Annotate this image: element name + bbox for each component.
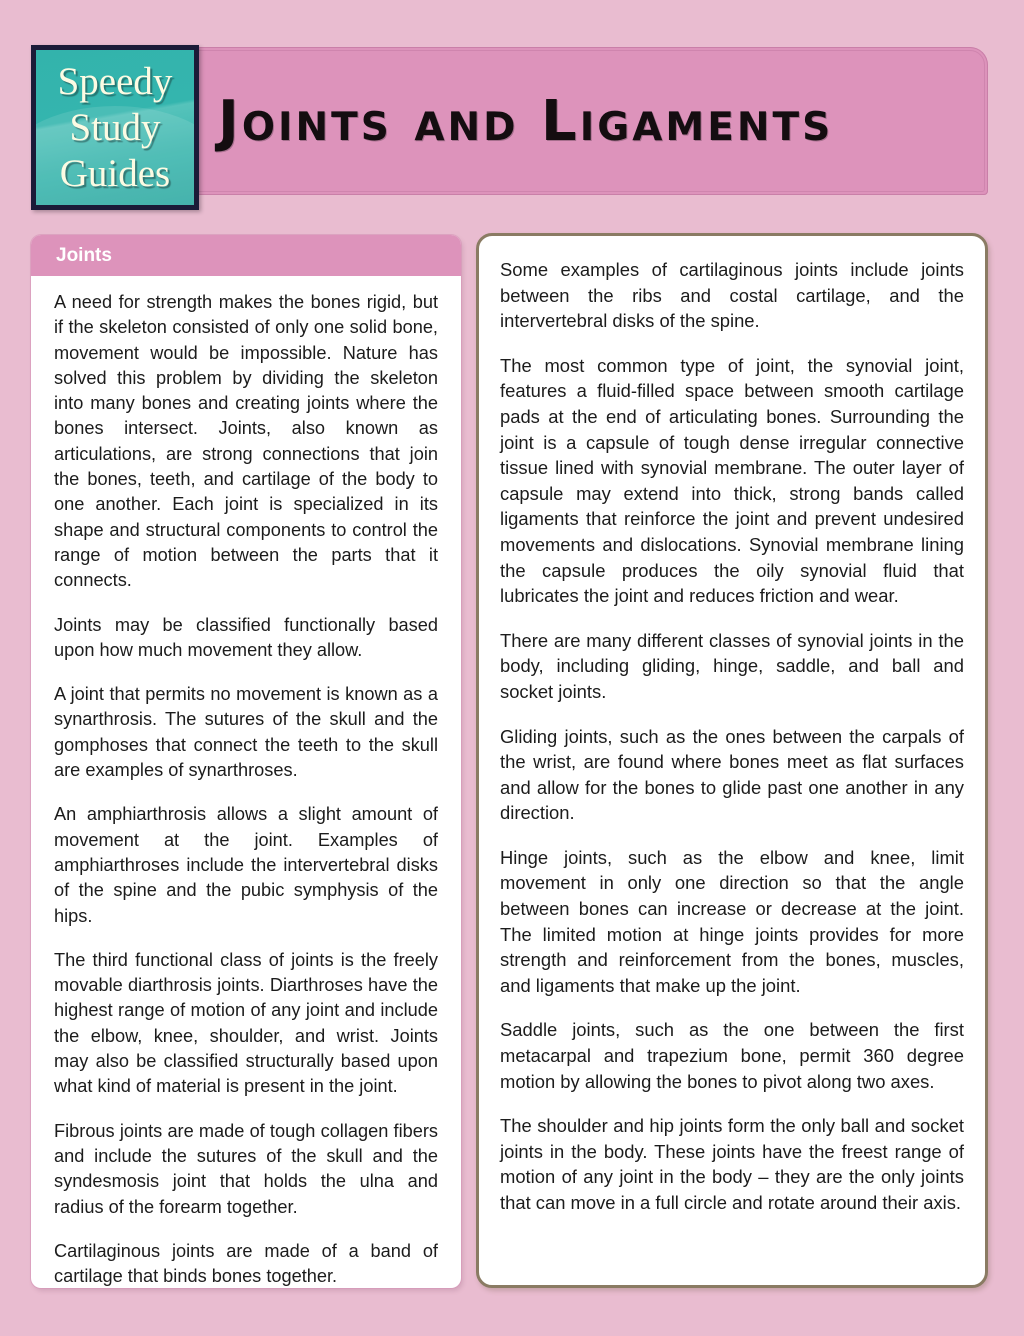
paragraph: Saddle joints, such as the one between the first metacarpal and trapezium bone, permit 360 degree motion by allowing the bones to pivot along two axes.: [500, 1019, 964, 1092]
left-panel-section-header: [31, 235, 461, 276]
paragraph: A joint that permits no movement is known as a synarthrosis. The sutures of the skull and the gomphoses that connect the teeth to the skull are examples of synarthroses.: [54, 684, 438, 781]
paragraph: The most common type of joint, the synovial joint, features a fluid-filled space between smooth cartilage pads at the end of articulating bones. Surrounding the joint is a capsule of tough dense irregular connective tissue lined with synovial membrane. The outer layer of capsule may extend into thick, strong bands called ligaments that reinforce the joint and prevent undesired movements and dislocations. Synovial membrane lining the capsule produces the oily synovial fluid that lubricates the joint and reduces friction and wear.: [500, 354, 964, 607]
paragraph: Some examples of cartilaginous joints include joints between the ribs and costal cartilage, and the intervertebral disks of the spine.: [500, 259, 964, 332]
page-title: Joints and Ligaments: [218, 88, 834, 154]
left-content-panel: [31, 235, 461, 1288]
paragraph: There are many different classes of synovial joints in the body, including gliding, hinge, saddle, and ball and socket joints.: [500, 629, 964, 702]
right-panel-body: [479, 236, 985, 1226]
paragraph: The third functional class of joints is the freely movable diarthrosis joints. Diarthroses have the highest range of motion of any joint and include the elbow, knee, shoulder, and wrist. Joints may also be classified structurally based upon what kind of material is present in the joint.: [54, 949, 438, 1097]
paragraph: Fibrous joints are made of tough collagen fibers and include the sutures of the skull and the syndesmosis joint that holds the ulna and radius of the forearm together.: [54, 1120, 438, 1217]
logo-line-2: Study: [69, 105, 161, 149]
left-panel-body: [31, 276, 461, 1288]
left-panel-section-title: Joints: [56, 244, 112, 266]
right-content-panel: [476, 233, 988, 1288]
paragraph: The shoulder and hip joints form the only ball and socket joints in the body. These joints have the freest range of motion of any joint in the body – they are the only joints that can move in a full circle and rotate around their axis.: [500, 1115, 964, 1213]
paragraph: Gliding joints, such as the ones between the carpals of the wrist, are found where bones meet as flat surfaces and allow for the bones to glide past one another in any direction.: [500, 725, 964, 824]
logo-line-1: Speedy: [57, 59, 173, 103]
paragraph: Hinge joints, such as the elbow and knee, limit movement in only one direction so that the angle between bones can increase or decrease at the joint. The limited motion at hinge joints provides for more strength and reinforcement from the bones, muscles, and ligaments that make up the joint.: [500, 846, 964, 996]
paragraph: Joints may be classified functionally based upon how much movement they allow.: [54, 614, 438, 660]
paragraph: A need for strength makes the bones rigid, but if the skeleton consisted of only one solid bone, movement would be impossible. Nature has solved this problem by dividing the skeleton into many bones and creating joints where the bones intersect. Joints, also known as articulations, are strong connections that join the bones, teeth, and cartilage of the body to one another. Each joint is specialized in its shape and structural components to control the range of motion between the parts that it connects.: [54, 292, 438, 591]
page-header: [0, 0, 1024, 222]
paragraph: An amphiarthrosis allows a slight amount of movement at the joint. Examples of amphiarthroses include the intervertebral disks of the spine and the pubic symphysis of the hips.: [54, 804, 438, 926]
logo-line-3: Guides: [59, 151, 171, 195]
paragraph: Cartilaginous joints are made of a band of cartilage that binds bones together.: [54, 1240, 438, 1287]
speedy-study-guides-logo: [31, 45, 199, 210]
